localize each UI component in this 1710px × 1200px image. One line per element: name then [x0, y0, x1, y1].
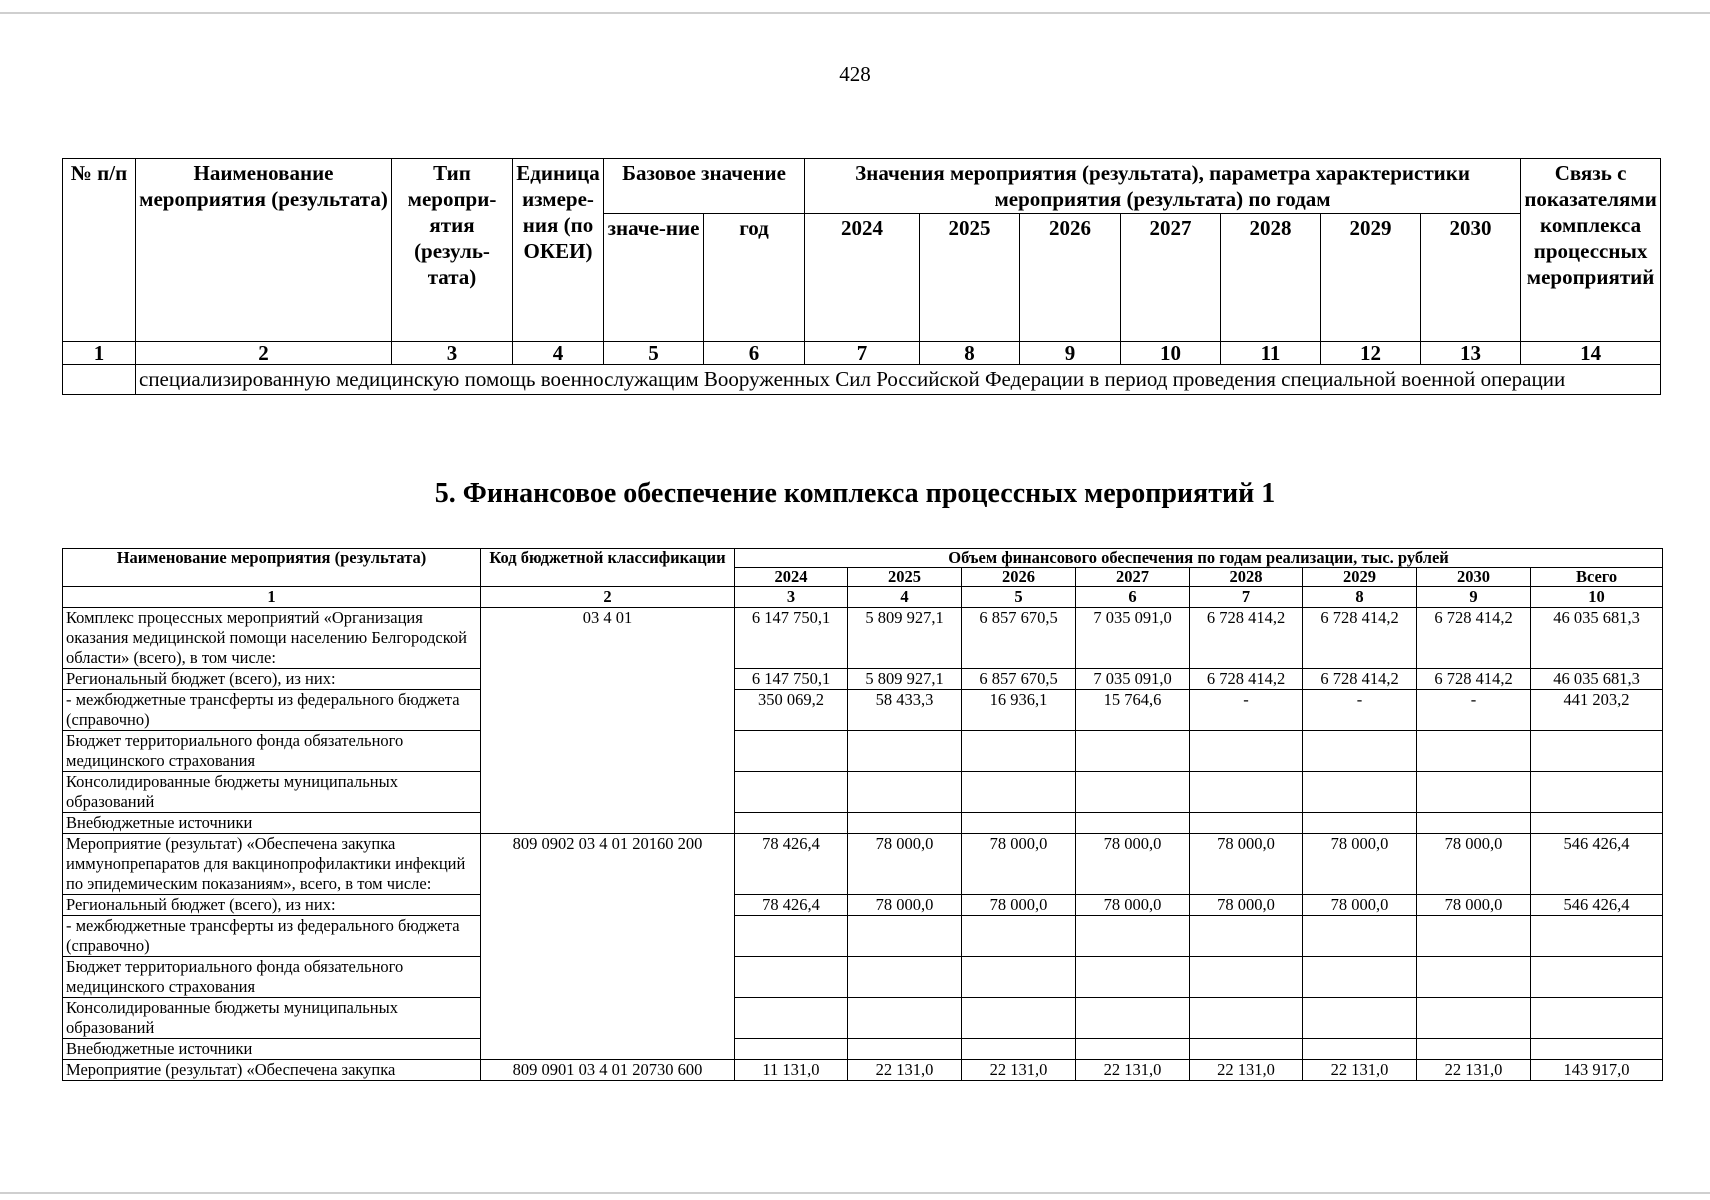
- total-value: [1531, 813, 1663, 834]
- year-value: 78 000,0: [1076, 834, 1190, 895]
- year-value: 78 000,0: [1190, 895, 1303, 916]
- year-value: [848, 957, 962, 998]
- year-value: [735, 998, 848, 1039]
- year-value: [1417, 916, 1531, 957]
- year-value: [962, 731, 1076, 772]
- year-value: 6 728 414,2: [1303, 608, 1417, 669]
- column-number: 2: [481, 587, 735, 608]
- row-name: Внебюджетные источники: [63, 813, 481, 834]
- header-unit: Единица измере-ния (по ОКЕИ): [513, 159, 604, 342]
- year-value: [735, 731, 848, 772]
- row-name: Бюджет территориального фонда обязательного медицинского страхования: [63, 957, 481, 998]
- year-value: 78 000,0: [1303, 895, 1417, 916]
- year-value: [1076, 916, 1190, 957]
- year-value: 6 857 670,5: [962, 608, 1076, 669]
- finance-row: [63, 957, 1663, 998]
- year-value: [1190, 772, 1303, 813]
- column-number: 1: [63, 587, 481, 608]
- fin-header-year: 2026: [962, 568, 1076, 587]
- year-value: [1190, 916, 1303, 957]
- column-number: 12: [1321, 342, 1421, 365]
- year-value: [735, 813, 848, 834]
- total-value: [1531, 1039, 1663, 1060]
- year-value: 5 809 927,1: [848, 669, 962, 690]
- header-link: Связь с показателями комплекса процессных мероприятий: [1521, 159, 1661, 342]
- year-value: [1076, 731, 1190, 772]
- fin-header-year: 2025: [848, 568, 962, 587]
- year-value: 7 035 091,0: [1076, 608, 1190, 669]
- year-value: 78 000,0: [1190, 834, 1303, 895]
- row-name: Региональный бюджет (всего), из них:: [63, 669, 481, 690]
- finance-row: [63, 608, 1663, 669]
- column-number: 7: [805, 342, 920, 365]
- header-base: Базовое значение: [604, 159, 805, 214]
- year-value: 78 000,0: [1303, 834, 1417, 895]
- total-value: [1531, 957, 1663, 998]
- header-year: 2026: [1020, 214, 1121, 342]
- column-number: 10: [1121, 342, 1221, 365]
- year-value: [1190, 1039, 1303, 1060]
- row-name: Региональный бюджет (всего), из них:: [63, 895, 481, 916]
- year-value: [1190, 957, 1303, 998]
- finance-row: [63, 916, 1663, 957]
- year-value: 78 000,0: [848, 834, 962, 895]
- year-value: [1417, 731, 1531, 772]
- row-name: - межбюджетные трансферты из федерального бюджета (справочно): [63, 916, 481, 957]
- year-value: 78 426,4: [735, 834, 848, 895]
- year-value: [1190, 731, 1303, 772]
- year-value: 6 728 414,2: [1417, 669, 1531, 690]
- total-value: 143 917,0: [1531, 1060, 1663, 1081]
- year-value: [1417, 957, 1531, 998]
- column-number: 5: [604, 342, 704, 365]
- row-name: Консолидированные бюджеты муниципальных образований: [63, 772, 481, 813]
- finance-row: [63, 834, 1663, 895]
- finance-row: [63, 895, 1663, 916]
- column-number: 13: [1421, 342, 1521, 365]
- scan-edge-top: [0, 12, 1710, 14]
- header-name: Наименование мероприятия (результата): [136, 159, 392, 342]
- indicator-table: [62, 158, 1661, 395]
- column-number: 5: [962, 587, 1076, 608]
- year-value: [1417, 813, 1531, 834]
- year-value: 78 000,0: [962, 895, 1076, 916]
- year-value: 78 000,0: [1417, 895, 1531, 916]
- column-number: 3: [392, 342, 513, 365]
- year-value: [1190, 813, 1303, 834]
- total-value: [1531, 731, 1663, 772]
- column-number: 6: [1076, 587, 1190, 608]
- column-number: 4: [848, 587, 962, 608]
- year-value: [1303, 1039, 1417, 1060]
- year-value: [848, 731, 962, 772]
- year-value: -: [1417, 690, 1531, 731]
- year-value: [1076, 813, 1190, 834]
- year-value: [962, 772, 1076, 813]
- column-number: 14: [1521, 342, 1661, 365]
- row-name: Бюджет территориального фонда обязательного медицинского страхования: [63, 731, 481, 772]
- year-value: 15 764,6: [1076, 690, 1190, 731]
- year-value: 5 809 927,1: [848, 608, 962, 669]
- year-value: [1303, 813, 1417, 834]
- total-value: [1531, 772, 1663, 813]
- column-number: 2: [136, 342, 392, 365]
- finance-row: [63, 690, 1663, 731]
- year-value: 58 433,3: [848, 690, 962, 731]
- header-base-year: год: [704, 214, 805, 342]
- year-value: 78 000,0: [1417, 834, 1531, 895]
- header-base-value: значе-ние: [604, 214, 704, 342]
- year-value: 6 857 670,5: [962, 669, 1076, 690]
- year-value: -: [1303, 690, 1417, 731]
- row-name: Мероприятие (результат) «Обеспечена закупка: [63, 1060, 481, 1081]
- column-number: 1: [63, 342, 136, 365]
- year-value: [962, 998, 1076, 1039]
- finance-table-body: [63, 608, 1663, 1081]
- year-value: [1303, 957, 1417, 998]
- column-number: 9: [1417, 587, 1531, 608]
- year-value: [735, 957, 848, 998]
- year-value: [848, 1039, 962, 1060]
- column-number: 9: [1020, 342, 1121, 365]
- fin-header-year: 2028: [1190, 568, 1303, 587]
- continuation-row: [63, 365, 1661, 395]
- total-value: 546 426,4: [1531, 895, 1663, 916]
- header-year: 2024: [805, 214, 920, 342]
- year-value: [1076, 772, 1190, 813]
- year-value: 6 147 750,1: [735, 669, 848, 690]
- total-value: 546 426,4: [1531, 834, 1663, 895]
- section-title: 5. Финансовое обеспечение комплекса процессных мероприятий 1: [434, 478, 1276, 509]
- year-value: 22 131,0: [848, 1060, 962, 1081]
- year-value: 6 728 414,2: [1190, 608, 1303, 669]
- header-type: Тип меропри-ятия (резуль-тата): [392, 159, 513, 342]
- year-value: [1076, 998, 1190, 1039]
- total-value: 46 035 681,3: [1531, 669, 1663, 690]
- budget-code: 03 4 01: [481, 608, 735, 834]
- year-value: [735, 772, 848, 813]
- total-value: [1531, 998, 1663, 1039]
- total-value: [1531, 916, 1663, 957]
- total-value: 441 203,2: [1531, 690, 1663, 731]
- finance-row: [63, 1060, 1663, 1081]
- year-value: 78 000,0: [962, 834, 1076, 895]
- fin-header-year: 2030: [1417, 568, 1531, 587]
- header-year: 2025: [920, 214, 1020, 342]
- year-value: [1417, 998, 1531, 1039]
- year-value: [1303, 916, 1417, 957]
- column-number: 8: [920, 342, 1020, 365]
- year-value: 6 728 414,2: [1417, 608, 1531, 669]
- header-year: 2030: [1421, 214, 1521, 342]
- year-value: -: [1190, 690, 1303, 731]
- year-value: [848, 916, 962, 957]
- continuation-text: специализированную медицинскую помощь военнослужащим Вооруженных Сил Российской Федерации в период проведения специальной военной операции: [136, 365, 1661, 395]
- finance-table: [62, 548, 1663, 1081]
- year-value: [1417, 1039, 1531, 1060]
- fin-header-year: 2027: [1076, 568, 1190, 587]
- fin-header-volume: Объем финансового обеспечения по годам реализации, тыс. рублей: [735, 549, 1663, 568]
- year-value: 78 000,0: [848, 895, 962, 916]
- scan-edge-bottom: [0, 1192, 1710, 1194]
- year-value: 78 000,0: [1076, 895, 1190, 916]
- year-value: 22 131,0: [1303, 1060, 1417, 1081]
- finance-row: [63, 731, 1663, 772]
- header-year: 2029: [1321, 214, 1421, 342]
- header-year: 2028: [1221, 214, 1321, 342]
- row-name: Внебюджетные источники: [63, 1039, 481, 1060]
- column-number-row: [63, 342, 1661, 365]
- year-value: [735, 1039, 848, 1060]
- fin-column-number-row: [63, 587, 1663, 608]
- year-value: [1190, 998, 1303, 1039]
- header-num: № п/п: [63, 159, 136, 342]
- column-number: 3: [735, 587, 848, 608]
- year-value: 22 131,0: [962, 1060, 1076, 1081]
- year-value: [1303, 731, 1417, 772]
- year-value: [962, 957, 1076, 998]
- year-value: [1303, 772, 1417, 813]
- year-value: [962, 813, 1076, 834]
- year-value: [848, 813, 962, 834]
- page-number: 428: [839, 62, 871, 86]
- year-value: [848, 998, 962, 1039]
- continuation-empty-cell: [63, 365, 136, 395]
- fin-header-year: 2029: [1303, 568, 1417, 587]
- finance-row: [63, 998, 1663, 1039]
- year-value: 78 426,4: [735, 895, 848, 916]
- year-value: [962, 1039, 1076, 1060]
- column-number: 8: [1303, 587, 1417, 608]
- year-value: 6 728 414,2: [1303, 669, 1417, 690]
- year-value: 22 131,0: [1190, 1060, 1303, 1081]
- year-value: 22 131,0: [1076, 1060, 1190, 1081]
- year-value: 6 147 750,1: [735, 608, 848, 669]
- year-value: [735, 916, 848, 957]
- finance-row: [63, 669, 1663, 690]
- header-values-by-years: Значения мероприятия (результата), параметра характеристики мероприятия (результата) по годам: [805, 159, 1521, 214]
- budget-code: 809 0901 03 4 01 20730 600: [481, 1060, 735, 1081]
- year-value: 7 035 091,0: [1076, 669, 1190, 690]
- year-value: 11 131,0: [735, 1060, 848, 1081]
- year-value: 22 131,0: [1417, 1060, 1531, 1081]
- header-year: 2027: [1121, 214, 1221, 342]
- year-value: 16 936,1: [962, 690, 1076, 731]
- year-value: [1303, 998, 1417, 1039]
- year-value: [848, 772, 962, 813]
- fin-header-name: Наименование мероприятия (результата): [63, 549, 481, 587]
- year-value: [1076, 957, 1190, 998]
- column-number: 11: [1221, 342, 1321, 365]
- fin-header-code: Код бюджетной классификации: [481, 549, 735, 587]
- row-name: - межбюджетные трансферты из федерального бюджета (справочно): [63, 690, 481, 731]
- total-value: 46 035 681,3: [1531, 608, 1663, 669]
- fin-header-total: Всего: [1531, 568, 1663, 587]
- column-number: 10: [1531, 587, 1663, 608]
- finance-row: [63, 772, 1663, 813]
- row-name: Комплекс процессных мероприятий «Организация оказания медицинской помощи населению Белгородской области» (всего), в том числе:: [63, 608, 481, 669]
- year-value: [1417, 772, 1531, 813]
- finance-row: [63, 813, 1663, 834]
- budget-code: 809 0902 03 4 01 20160 200: [481, 834, 735, 1060]
- year-value: [962, 916, 1076, 957]
- column-number: 4: [513, 342, 604, 365]
- row-name: Мероприятие (результат) «Обеспечена закупка иммунопрепаратов для вакцинопрофилактики инфекций по эпидемическим показаниям», всего, в том числе:: [63, 834, 481, 895]
- year-value: 350 069,2: [735, 690, 848, 731]
- column-number: 7: [1190, 587, 1303, 608]
- year-value: [1076, 1039, 1190, 1060]
- fin-header-year: 2024: [735, 568, 848, 587]
- finance-row: [63, 1039, 1663, 1060]
- column-number: 6: [704, 342, 805, 365]
- year-value: 6 728 414,2: [1190, 669, 1303, 690]
- row-name: Консолидированные бюджеты муниципальных образований: [63, 998, 481, 1039]
